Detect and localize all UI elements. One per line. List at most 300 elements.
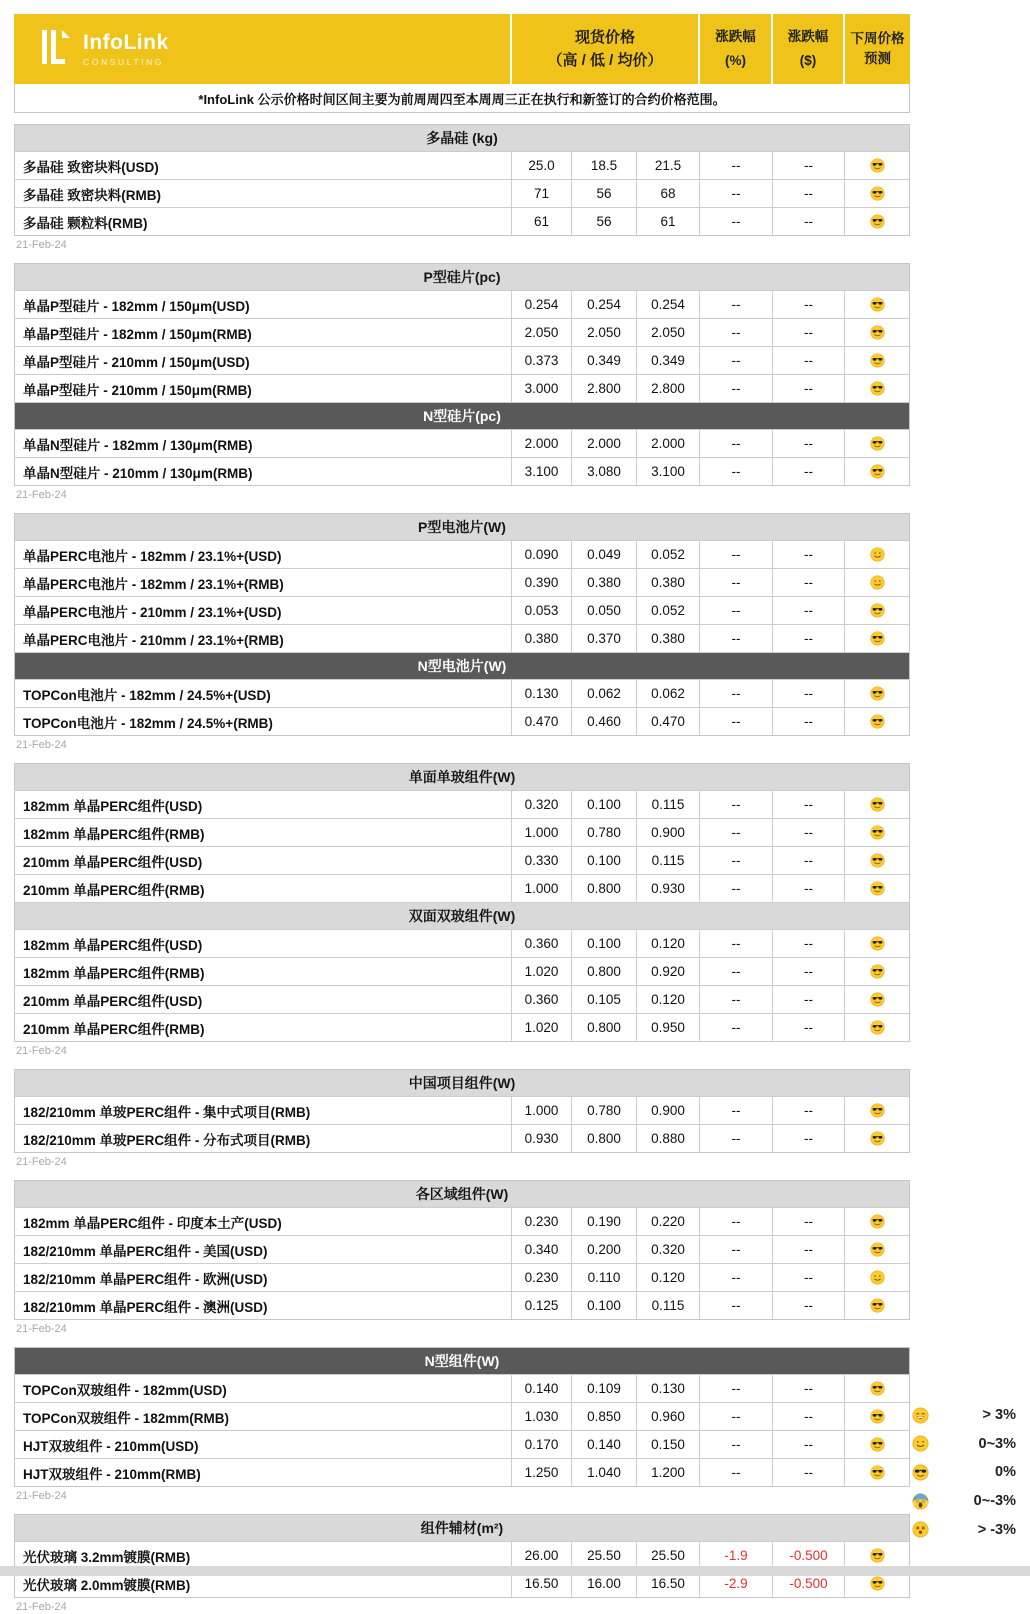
cell-avg: 0.320 [636,1236,699,1263]
cell-avg: 0.115 [636,1292,699,1319]
cell-change-usd: -0.500 [772,1570,844,1597]
cell-change-pct: -- [699,458,772,485]
forecast-cell [844,375,909,402]
row-label: 单晶PERC电池片 - 210mm / 23.1%+(RMB) [23,632,284,648]
row-label: 210mm 单晶PERC组件(USD) [23,854,203,870]
cell-high: 0.360 [511,930,571,957]
cell-high: 0.930 [511,1125,571,1152]
cell-avg: 0.052 [636,541,699,568]
block-date: 21-Feb-24 [16,239,67,251]
row-label: 单晶P型硅片 - 210mm / 150μm(RMB) [23,382,252,398]
bottom-divider [0,1566,1030,1576]
cell-high: 0.380 [511,625,571,652]
row-label: TOPCon双玻组件 - 182mm(RMB) [23,1410,230,1426]
cell-change-pct: -- [699,1431,772,1458]
section-header [15,1348,909,1374]
section-header [15,402,909,429]
legend-item [912,1401,1016,1430]
sunglasses-face-icon [870,353,885,368]
cell-change-pct: -- [699,1208,772,1235]
cell-change-pct: -- [699,541,772,568]
cell-high: 0.470 [511,708,571,735]
price-block [14,1069,910,1169]
sunglasses-face-icon [870,1381,885,1396]
cell-high: 0.230 [511,1264,571,1291]
forecast-cell [844,541,909,568]
section-header [15,1515,909,1541]
cell-change-pct: -- [699,597,772,624]
row-label: 单晶N型硅片 - 210mm / 130μm(RMB) [23,465,253,481]
section-title: N型组件(W) [424,1353,500,1369]
row-label: 182mm 单晶PERC组件 - 印度本土产(USD) [23,1215,282,1231]
block-date: 21-Feb-24 [16,489,67,501]
table-row [15,985,909,1013]
table-row [15,318,909,346]
forecast-cell [844,819,909,846]
table-row [15,568,909,596]
infolink-logo-icon [42,28,72,71]
cell-change-pct: -- [699,875,772,902]
cell-change-usd: -- [772,291,844,318]
forecast-cell [844,1264,909,1291]
cell-change-usd: -- [772,847,844,874]
row-label: 210mm 单晶PERC组件(RMB) [23,1021,205,1037]
change-usd-title: 涨跌幅 [787,28,829,44]
sunglasses-face-icon [870,631,885,646]
cell-low: 0.800 [571,1014,636,1041]
table-row [15,1207,909,1235]
sunglasses-face-icon [870,603,885,618]
cell-high: 71 [511,180,571,207]
cell-avg: 0.349 [636,347,699,374]
cell-change-pct: -- [699,1125,772,1152]
cell-change-pct: -- [699,291,772,318]
cell-change-pct: -- [699,1375,772,1402]
cell-low: 0.254 [571,291,636,318]
sunglasses-face-icon [870,158,885,173]
brand-subtitle: CONSULTING [83,57,165,67]
row-label: TOPCon电池片 - 182mm / 24.5%+(RMB) [23,715,273,731]
sunglasses-face-icon [870,381,885,396]
forecast-cell [844,152,909,179]
sunglasses-face-icon [870,325,885,340]
cell-change-usd: -- [772,458,844,485]
cell-avg: 25.50 [636,1542,699,1569]
cell-change-pct: -- [699,319,772,346]
sunglasses-face-icon [870,1131,885,1146]
cell-low: 0.800 [571,958,636,985]
change-pct-title: 涨跌幅 [715,28,756,44]
cell-high: 61 [511,208,571,235]
cell-change-usd: -- [772,597,844,624]
forecast-cell [844,291,909,318]
row-label: 单晶P型硅片 - 182mm / 150μm(RMB) [23,326,252,342]
row-label: 210mm 单晶PERC组件(USD) [23,993,203,1009]
forecast-title: 下周价格 [850,31,905,47]
table-row [15,846,909,874]
cell-low: 0.800 [571,1125,636,1152]
cell-avg: 3.100 [636,458,699,485]
spot-price-sub: （高 / 低 / 均价） [547,52,663,69]
row-label: 单晶P型硅片 - 210mm / 150μm(USD) [23,354,250,370]
table-row [15,179,909,207]
cell-change-usd: -- [772,1014,844,1041]
sunglasses-face-icon [870,881,885,896]
price-table [14,1069,910,1153]
forecast-cell [844,597,909,624]
row-label: 182/210mm 单晶PERC组件 - 澳洲(USD) [23,1299,268,1315]
legend-item [912,1458,1016,1487]
cell-low: 0.100 [571,791,636,818]
cell-high: 0.320 [511,791,571,818]
row-label: 182/210mm 单玻PERC组件 - 集中式项目(RMB) [23,1104,311,1120]
forecast-cell [844,1208,909,1235]
smile-face-icon [870,575,885,590]
cell-change-usd: -- [772,319,844,346]
cell-change-usd: -- [772,347,844,374]
forecast-cell [844,625,909,652]
sunglasses-face-icon [870,1214,885,1229]
cell-change-usd: -- [772,986,844,1013]
forecast-cell [844,1403,909,1430]
sunglasses-face-icon [870,797,885,812]
table-row [15,596,909,624]
cell-high: 0.390 [511,569,571,596]
row-label: 多晶硅 颗粒料(RMB) [23,215,148,231]
price-block [14,1347,910,1503]
cell-avg: 2.050 [636,319,699,346]
cell-high: 0.330 [511,847,571,874]
cell-change-usd: -- [772,430,844,457]
forecast-cell [844,458,909,485]
cell-low: 0.050 [571,597,636,624]
cell-low: 2.800 [571,375,636,402]
cell-change-usd: -- [772,180,844,207]
row-label: TOPCon电池片 - 182mm / 24.5%+(USD) [23,687,271,703]
cell-low: 0.100 [571,1292,636,1319]
cell-avg: 0.380 [636,625,699,652]
cell-avg: 0.220 [636,1208,699,1235]
table-row [15,151,909,179]
price-table [14,1514,910,1598]
cell-change-usd: -- [772,375,844,402]
cell-avg: 0.880 [636,1125,699,1152]
cell-change-usd: -- [772,1403,844,1430]
smile-face-icon [870,1270,885,1285]
cell-high: 26.00 [511,1542,571,1569]
cell-avg: 1.200 [636,1459,699,1486]
price-block [14,124,910,252]
legend-item [912,1487,1016,1516]
sunglasses-face-icon [912,1464,929,1481]
cell-change-pct: -2.9 [699,1570,772,1597]
legend-label: 0~-3% [973,1493,1016,1510]
cell-avg: 0.115 [636,791,699,818]
forecast-sub: 预测 [864,51,891,66]
cell-low: 18.5 [571,152,636,179]
cell-avg: 0.254 [636,291,699,318]
table-row [15,1263,909,1291]
legend-label: > -3% [977,1521,1016,1538]
cell-change-usd: -- [772,1236,844,1263]
section-header [15,125,909,151]
cell-avg: 0.115 [636,847,699,874]
forecast-cell [844,791,909,818]
cell-low: 0.380 [571,569,636,596]
section-header [15,1070,909,1096]
column-header-forecast [843,14,910,84]
cell-change-pct: -- [699,958,772,985]
table-row [15,929,909,957]
cell-change-pct: -- [699,847,772,874]
cell-change-pct: -- [699,1236,772,1263]
forecast-cell [844,1014,909,1041]
row-label: HJT双玻组件 - 210mm(RMB) [23,1466,201,1482]
forecast-cell [844,930,909,957]
cell-change-usd: -- [772,791,844,818]
price-block [14,1180,910,1336]
cell-change-usd: -- [772,541,844,568]
table-row [15,957,909,985]
section-title: P型电池片(W) [418,519,506,535]
cell-avg: 0.950 [636,1014,699,1041]
cell-low: 3.080 [571,458,636,485]
sunglasses-face-icon [870,186,885,201]
table-row [15,1124,909,1152]
cell-high: 1.000 [511,1097,571,1124]
cell-high: 2.050 [511,319,571,346]
table-row [15,346,909,374]
table-row [15,429,909,457]
cell-high: 1.020 [511,958,571,985]
cell-change-usd: -- [772,875,844,902]
cell-avg: 0.920 [636,958,699,985]
cell-avg: 0.130 [636,1375,699,1402]
forecast-cell [844,1459,909,1486]
table-body [14,124,910,1614]
cell-high: 0.090 [511,541,571,568]
block-date: 21-Feb-24 [16,1323,67,1335]
cell-change-usd: -- [772,1459,844,1486]
table-row [15,1402,909,1430]
spot-price-title: 现货价格 [574,28,635,46]
cell-change-usd: -- [772,152,844,179]
row-label: 光伏玻璃 2.0mm镀膜(RMB) [23,1577,191,1593]
section-title: 中国项目组件(W) [408,1075,516,1091]
sunglasses-face-icon [870,464,885,479]
row-label: 182/210mm 单晶PERC组件 - 欧洲(USD) [23,1271,268,1287]
cell-avg: 21.5 [636,152,699,179]
price-table [14,263,910,486]
cell-change-pct: -- [699,1264,772,1291]
table-row [15,818,909,846]
cell-high: 3.000 [511,375,571,402]
price-block [14,763,910,1058]
row-label: 210mm 单晶PERC组件(RMB) [23,882,205,898]
cell-avg: 0.052 [636,597,699,624]
section-header [15,1181,909,1207]
cell-change-pct: -- [699,986,772,1013]
cell-change-usd: -- [772,1292,844,1319]
cell-avg: 0.120 [636,930,699,957]
cell-change-pct: -- [699,375,772,402]
price-table [14,124,910,236]
cell-low: 0.105 [571,986,636,1013]
table-row [15,374,909,402]
section-title: 组件辅材(m²) [420,1520,504,1536]
cell-high: 0.340 [511,1236,571,1263]
sunglasses-face-icon [870,1576,885,1591]
table-row [15,790,909,818]
cell-low: 0.110 [571,1264,636,1291]
cell-change-pct: -- [699,208,772,235]
forecast-cell [844,208,909,235]
cell-change-usd: -- [772,1125,844,1152]
cell-avg: 0.900 [636,1097,699,1124]
sheet-header [14,14,910,84]
cell-low: 1.040 [571,1459,636,1486]
cell-high: 1.020 [511,1014,571,1041]
change-usd-sub: ($) [799,53,817,68]
change-pct-sub: (%) [725,53,746,68]
cell-low: 0.100 [571,847,636,874]
section-title: 双面双玻组件(W) [408,908,516,924]
cell-high: 0.053 [511,597,571,624]
cell-change-pct: -- [699,152,772,179]
block-date: 21-Feb-24 [16,1156,67,1168]
cell-low: 56 [571,208,636,235]
cell-avg: 68 [636,180,699,207]
cell-low: 0.780 [571,1097,636,1124]
price-table [14,1180,910,1320]
forecast-cell [844,875,909,902]
cell-change-usd: -- [772,819,844,846]
sunglasses-face-icon [870,1465,885,1480]
dizzy-face-icon [912,1521,929,1538]
cell-high: 1.000 [511,819,571,846]
cell-change-pct: -- [699,430,772,457]
cell-change-pct: -- [699,819,772,846]
cell-low: 16.00 [571,1570,636,1597]
cell-high: 2.000 [511,430,571,457]
cell-change-usd: -- [772,958,844,985]
table-row [15,1235,909,1263]
forecast-cell [844,1292,909,1319]
cell-high: 0.360 [511,986,571,1013]
sunglasses-face-icon [870,686,885,701]
cell-high: 0.230 [511,1208,571,1235]
cell-low: 2.050 [571,319,636,346]
cell-change-pct: -- [699,1292,772,1319]
cell-low: 0.190 [571,1208,636,1235]
section-title: N型电池片(W) [417,658,507,674]
cell-high: 16.50 [511,1570,571,1597]
section-header [15,902,909,929]
table-row [15,1374,909,1402]
forecast-cell [844,319,909,346]
sunglasses-face-icon [870,1409,885,1424]
smile-face-icon [912,1435,929,1452]
cell-low: 0.140 [571,1431,636,1458]
row-label: 多晶硅 致密块料(RMB) [23,187,161,203]
cell-low: 0.049 [571,541,636,568]
row-label: 单晶PERC电池片 - 182mm / 23.1%+(RMB) [23,576,284,592]
price-block [14,513,910,752]
row-label: 光伏玻璃 3.2mm镀膜(RMB) [23,1549,191,1565]
table-row [15,1541,909,1569]
forecast-cell [844,986,909,1013]
forecast-cell [844,347,909,374]
sunglasses-face-icon [870,1020,885,1035]
sunglasses-face-icon [870,853,885,868]
row-label: TOPCon双玻组件 - 182mm(USD) [23,1382,227,1398]
forecast-cell [844,1236,909,1263]
row-label: 182mm 单晶PERC组件(RMB) [23,965,205,981]
row-label: HJT双玻组件 - 210mm(USD) [23,1438,199,1454]
cell-change-usd: -- [772,1375,844,1402]
forecast-cell [844,180,909,207]
section-header [15,764,909,790]
row-label: 单晶N型硅片 - 182mm / 130μm(RMB) [23,437,253,453]
forecast-cell [844,430,909,457]
cell-low: 0.800 [571,875,636,902]
cell-change-usd: -- [772,208,844,235]
cell-avg: 0.900 [636,819,699,846]
section-header [15,652,909,679]
cell-low: 0.100 [571,930,636,957]
cell-avg: 0.960 [636,1403,699,1430]
forecast-cell [844,1097,909,1124]
price-sheet [14,14,910,1614]
cell-avg: 0.062 [636,680,699,707]
cell-change-usd: -- [772,569,844,596]
sunglasses-face-icon [870,1298,885,1313]
column-header-change-pct [698,14,771,84]
cell-low: 0.850 [571,1403,636,1430]
cell-change-pct: -- [699,1097,772,1124]
cell-high: 0.254 [511,291,571,318]
sunglasses-face-icon [870,1242,885,1257]
row-label: 182/210mm 单晶PERC组件 - 美国(USD) [23,1243,268,1259]
table-row [15,707,909,735]
cell-change-usd: -- [772,708,844,735]
infolink-logo [14,28,169,71]
row-label: 多晶硅 致密块料(USD) [23,159,159,175]
logo-area [14,14,510,84]
cell-change-pct: -- [699,625,772,652]
price-table [14,763,910,1042]
cell-change-usd: -- [772,930,844,957]
cell-high: 1.000 [511,875,571,902]
cell-avg: 2.800 [636,375,699,402]
legend-item [912,1515,1016,1544]
block-date: 21-Feb-24 [16,1601,67,1613]
cell-change-pct: -1.9 [699,1542,772,1569]
table-row [15,540,909,568]
table-row [15,679,909,707]
cell-avg: 2.000 [636,430,699,457]
column-header-change-usd [771,14,843,84]
table-row [15,624,909,652]
cell-change-pct: -- [699,791,772,818]
cell-avg: 0.380 [636,569,699,596]
price-block [14,263,910,502]
sunglasses-face-icon [870,214,885,229]
cell-change-pct: -- [699,1014,772,1041]
row-label: 单晶PERC电池片 - 182mm / 23.1%+(USD) [23,548,282,564]
cell-avg: 0.120 [636,986,699,1013]
scream-face-icon [912,1493,929,1510]
